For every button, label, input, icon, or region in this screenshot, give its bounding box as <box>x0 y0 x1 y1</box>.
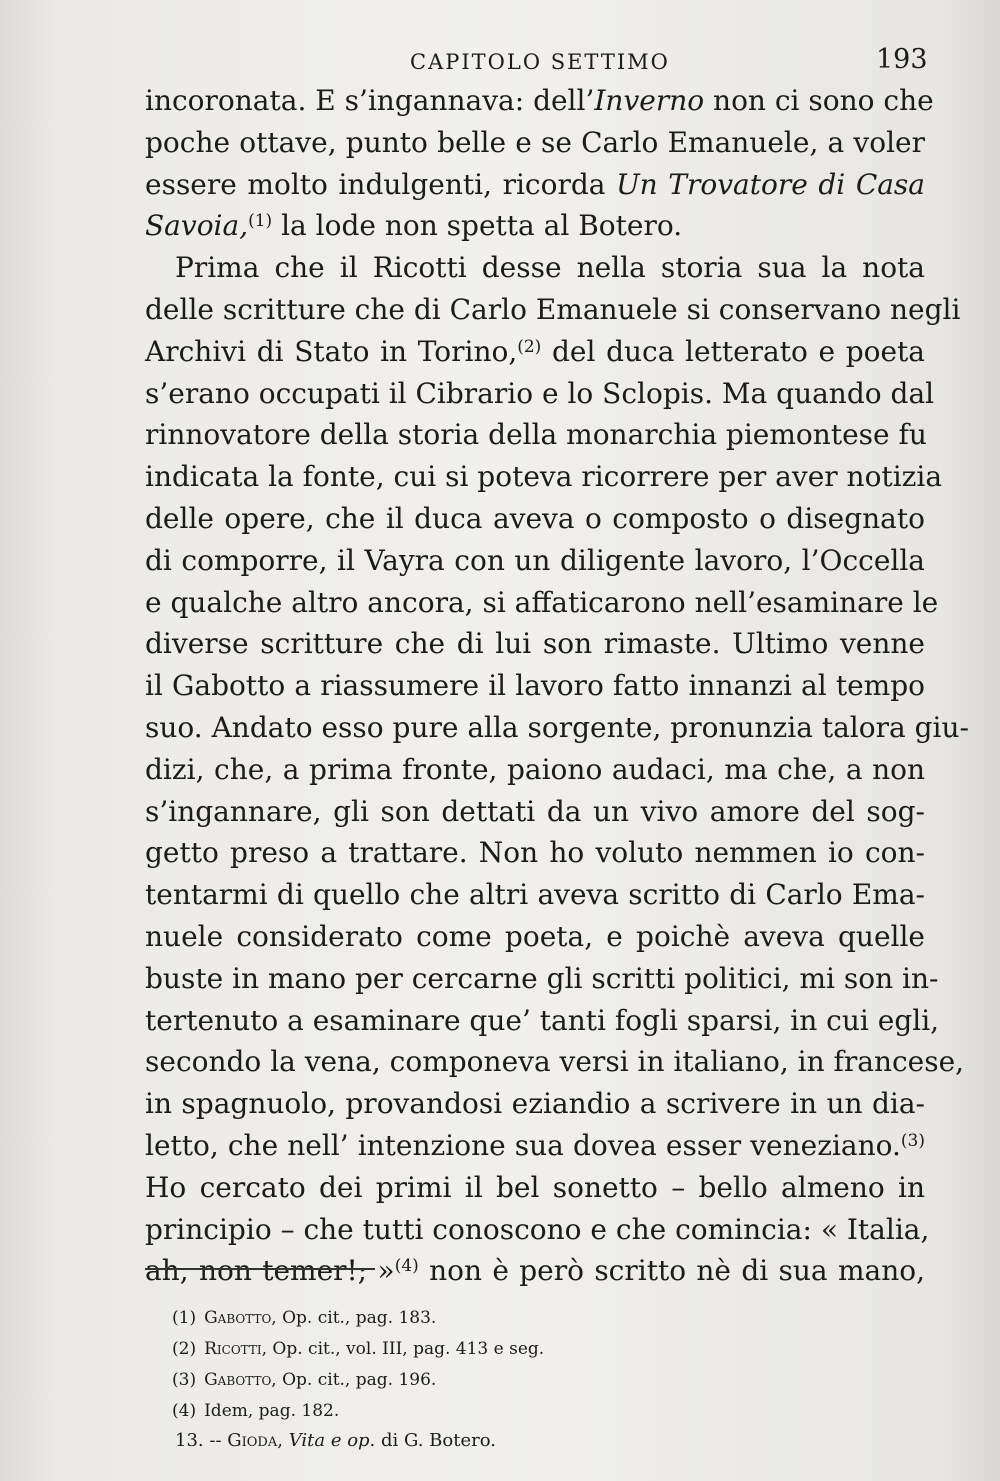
footnote-ref: (1) <box>248 211 273 232</box>
text-line: dizi, che, a prima fronte, paiono audaci, ma che, a non <box>145 752 925 786</box>
text-line: Ho cercato dei primi il bel sonetto – bello almeno in <box>145 1170 925 1204</box>
text-line: delle scritture che di Carlo Emanuele si conservano negli <box>145 292 961 326</box>
running-title: CAPITOLO SETTIMO <box>410 50 670 74</box>
text-line: letto, che nell’ intenzione sua dovea esser veneziano.$^{(3)}$ <box>145 1128 925 1162</box>
footnote-divider <box>145 1268 375 1270</box>
footnotes <box>172 1303 772 1427</box>
footnote: (3) Gabotto, Op. cit., pag. 196. <box>172 1370 437 1390</box>
text-line: essere molto indulgenti, ricorda Un Trovatore di Casa <box>145 167 925 201</box>
running-head <box>0 44 1000 80</box>
text-line: Archivi di Stato in Torino,$^{(2)}$ del duca letterato e poeta <box>145 334 925 368</box>
text-line: tertenuto a esaminare que’ tanti fogli sparsi, in cui egli, <box>145 1003 940 1037</box>
footnote: (4) Idem, pag. 182. <box>172 1401 340 1421</box>
text-line: di comporre, il Vayra con un diligente lavoro, l’Occella <box>145 543 925 577</box>
text-line: nuele considerato come poeta, e poichè aveva quelle <box>145 919 925 953</box>
signature-line: 13. -- Gioda, Vita e op. di G. Botero. <box>175 1430 496 1451</box>
text-line: e qualche altro ancora, si affaticarono nell’esaminare le <box>145 585 939 619</box>
text-line: suo. Andato esso pure alla sorgente, pronunzia talora giu- <box>145 710 969 744</box>
text-line: ah, non temer!; »$^{(4)}$ non è però scritto nè di sua mano, <box>145 1254 925 1288</box>
text-line: getto preso a trattare. Non ho voluto nemmen io con- <box>145 836 925 870</box>
footnote-ref: (2) <box>517 336 542 357</box>
text-line: rinnovatore della storia della monarchia piemontese fu <box>145 418 927 452</box>
body-text <box>145 80 969 1292</box>
text-line: principio – che tutti conoscono e che comincia: « Italia, <box>145 1212 930 1246</box>
footnote: (2) Ricotti, Op. cit., vol. III, pag. 413 e seg. <box>172 1339 545 1359</box>
text-line: indicata la fonte, cui si poteva ricorrere per aver notizia <box>145 460 943 494</box>
text-line: incoronata. E s’ingannava: dell’Inverno non ci sono che <box>145 84 934 117</box>
footnote-ref: (3) <box>900 1130 925 1151</box>
page-number: 193 <box>876 44 928 75</box>
text-line: diverse scritture che di lui son rimaste. Ultimo venne <box>145 627 925 661</box>
text-line: buste in mano per cercarne gli scritti politici, mi son in- <box>145 961 939 995</box>
text-line: s’ingannare, gli son dettati da un vivo amore del sog- <box>145 794 925 828</box>
text-line: secondo la vena, componeva versi in italiano, in francese, <box>145 1045 965 1079</box>
footnote: (1) Gabotto, Op. cit., pag. 183. <box>172 1308 437 1328</box>
text-line: Prima che il Ricotti desse nella storia sua la nota <box>175 251 925 285</box>
text-line: s’erano occupati il Cibrario e lo Sclopis. Ma quando dal <box>145 376 935 410</box>
text-line: tentarmi di quello che altri aveva scritto di Carlo Ema- <box>145 878 925 912</box>
footnote-ref: (4) <box>394 1256 419 1277</box>
text-line: in spagnuolo, provandosi eziandio a scrivere in un dia- <box>145 1087 925 1121</box>
text-line: delle opere, che il duca aveva o composto o disegnato <box>145 501 925 535</box>
text-line: Savoia,$^{(1)}$ la lode non spetta al Botero. <box>145 209 683 243</box>
text-line: il Gabotto a riassumere il lavoro fatto innanzi al tempo <box>145 669 925 703</box>
text-line: poche ottave, punto belle e se Carlo Emanuele, a voler <box>145 125 925 159</box>
